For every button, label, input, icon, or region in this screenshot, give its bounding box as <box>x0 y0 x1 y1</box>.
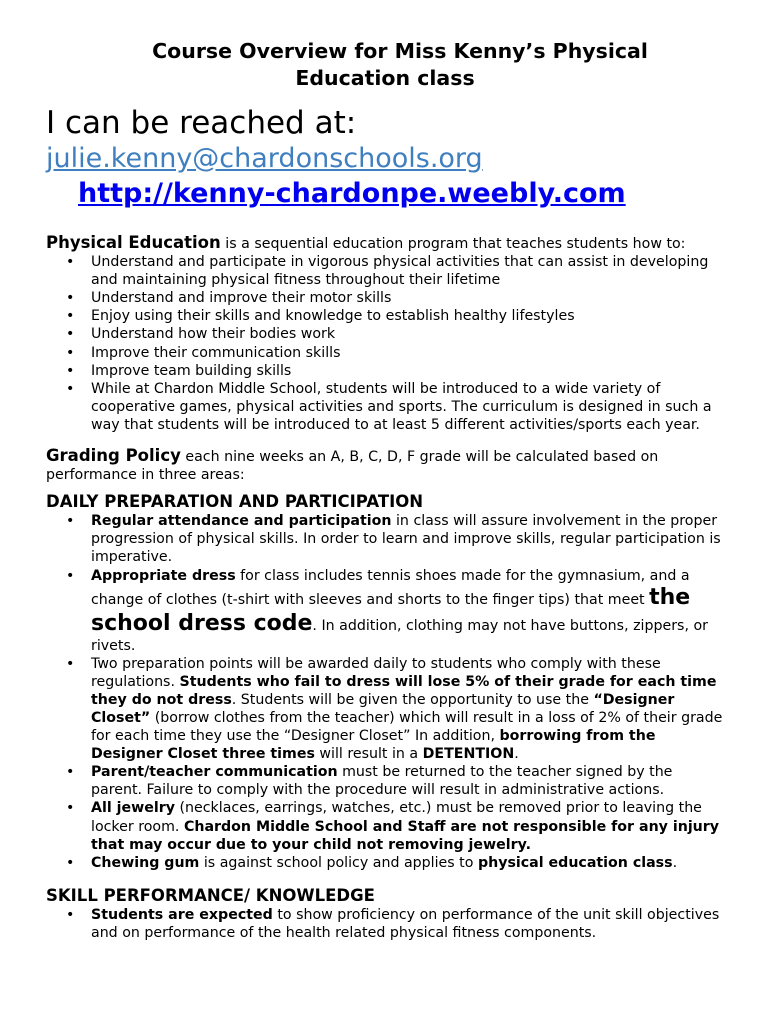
bullet-icon: • <box>66 655 75 672</box>
item-text: Two preparation points will be awarded daily to students who comply with these regulations. <box>91 655 661 690</box>
intro-paragraph <box>46 234 726 253</box>
list-item-text: Understand and improve their motor skills <box>91 290 392 307</box>
daily-heading: DAILY PREPARATION AND PARTICIPATION <box>46 492 424 512</box>
list-item <box>66 567 726 655</box>
item-bold: borrowing from the Designer Closet three times <box>91 728 656 763</box>
item-text: in class will assure involvement in the proper progression of physical skills. In order to learn and improve skills, regular participation is imperative. <box>91 513 721 566</box>
item-text: (borrow clothes from the teacher) which will result in a loss of 2% of their grade for each time they use the “Designer Closet” In addition, <box>91 709 723 745</box>
bullet-icon: • <box>66 764 75 781</box>
list-item <box>66 799 726 853</box>
contact-heading: I can be reached at: <box>46 105 357 141</box>
item-text: is against school policy and applies to <box>199 854 478 871</box>
daily-list <box>46 512 726 872</box>
item-bold: Chardon Middle School and Staff are not responsible for any injury that may occur due to your child not removing jewelry. <box>91 818 720 853</box>
intro-text: is a sequential education program that teaches students how to: <box>220 236 686 252</box>
list-item <box>66 655 726 764</box>
list-item <box>66 289 726 307</box>
bullet-icon: • <box>66 854 75 871</box>
list-item-text: Improve their communication skills <box>91 344 341 361</box>
item-text: to show proficiency on performance of the unit skill objectives and on performance of the health related physical fitness components. <box>91 906 720 941</box>
item-bold: physical education class <box>477 854 673 871</box>
bullet-icon: • <box>66 800 75 817</box>
bullet-icon: • <box>66 513 75 530</box>
bullet-icon: • <box>66 380 75 397</box>
item-bold: Regular attendance and participation <box>91 513 392 530</box>
item-text: . <box>672 854 678 871</box>
document-body <box>46 231 726 942</box>
skill-list <box>46 906 726 942</box>
list-item <box>66 362 726 380</box>
grading-text: each nine weeks an A, B, C, D, F grade will be calculated based on performance in three areas: <box>46 449 659 484</box>
bullet-icon: • <box>66 326 75 343</box>
grading-paragraph <box>46 447 726 484</box>
item-bold: Chewing gum <box>91 854 200 871</box>
list-item <box>66 512 726 566</box>
item-text: . In addition, clothing may not have buttons, zippers, or rivets. <box>91 617 708 654</box>
bullet-icon: • <box>66 344 75 361</box>
item-text: for class includes tennis shoes made for the gymnasium, and a change of clothes (t-shirt with sleeves and shorts to the finger tips) that meet <box>91 567 690 608</box>
list-item-text: Improve team building skills <box>91 362 292 379</box>
item-text: will result in a <box>314 746 423 763</box>
list-item <box>66 307 726 325</box>
bullet-icon: • <box>66 362 75 379</box>
item-text: must be returned to the teacher signed by the parent. Failure to comply with the procedure will result in administrative actions. <box>91 764 673 799</box>
bullet-icon: • <box>66 308 75 325</box>
item-bold: All jewelry <box>91 800 175 817</box>
list-item <box>66 325 726 343</box>
page-title <box>0 38 770 92</box>
grading-term: Grading Policy <box>46 446 181 466</box>
list-item <box>66 763 726 799</box>
item-bold: Students who fail to dress will lose 5% of their grade for each time they do not dress <box>91 673 717 708</box>
list-item <box>66 344 726 362</box>
email-link[interactable]: julie.kenny@chardonschools.org <box>46 143 483 174</box>
title-line-2: Education class <box>295 66 475 90</box>
item-bold: Students are expected <box>91 906 273 923</box>
item-bold: “Designer Closet” <box>91 691 675 726</box>
title-line-1: Course Overview for Miss Kenny’s Physical <box>152 39 648 63</box>
list-item <box>66 854 726 872</box>
list-item-text: Understand how their bodies work <box>91 326 336 343</box>
bullet-icon: • <box>66 290 75 307</box>
list-item-text: While at Chardon Middle School, students will be introduced to a wide variety of cooperative games, physical activities and sports. The curriculum is designed in such a way that students will be introduced to at least 5 different activities/sports each year. <box>91 380 712 433</box>
item-text: (necklaces, earrings, watches, etc.) must be removed prior to leaving the locker room. <box>91 800 702 835</box>
item-bold: Appropriate dress <box>91 567 236 584</box>
list-item <box>66 380 726 434</box>
bullet-icon: • <box>66 567 75 584</box>
skill-heading: SKILL PERFORMANCE/ KNOWLEDGE <box>46 885 375 905</box>
dress-code-emphasis: the school dress code <box>91 584 691 636</box>
list-item-text: Enjoy using their skills and knowledge to establish healthy lifestyles <box>91 308 575 325</box>
intro-list <box>46 253 726 434</box>
website-link[interactable]: http://kenny-chardonpe.weebly.com <box>78 178 626 209</box>
intro-term: Physical Education <box>46 233 221 252</box>
item-text: . <box>514 746 519 763</box>
list-item <box>66 906 726 942</box>
list-item-text: Understand and participate in vigorous physical activities that can assist in developing and maintaining physical fitness throughout their lifetime <box>91 254 709 289</box>
item-bold: Parent/teacher communication <box>91 764 338 781</box>
bullet-icon: • <box>66 254 75 271</box>
list-item <box>66 253 726 289</box>
item-text: . Students will be given the opportunity to use the <box>231 691 594 708</box>
item-bold: DETENTION <box>422 746 515 763</box>
bullet-icon: • <box>66 906 75 923</box>
